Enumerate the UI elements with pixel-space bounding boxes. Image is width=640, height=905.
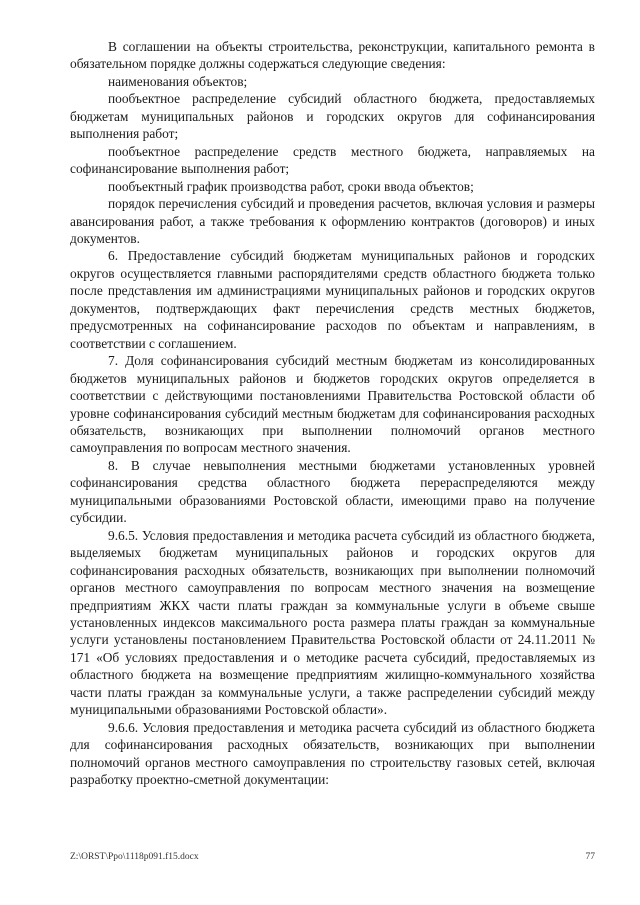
paragraph-section-9-6-5: 9.6.5. Условия предоставления и методика расчета субсидий из областного бюджета, выделяемых бюджетам муниципальных районов и городских округов для софинансирования расходных обязательств, возникающих при выполнении полномочий органов местного самоуправления по вопросам местного значения на возмещение предприятиям ЖКХ части платы граждан за коммунальные услуги в объеме свыше установленных индексов максимального роста размера платы граждан за коммунальные услуги установлены постановлением Правительства Ростовской области от 24.11.2011 № 171 «Об условиях предоставления и о методике расчета субсидий, предоставляемых из областного бюджета на возмещение предприятиям жилищно-коммунального хозяйства части платы граждан за коммунальные услуги, а также распределении субсидий между муниципальными образованиями Ростовской области».	[70, 527, 595, 718]
paragraph-item-8: 8. В случае невыполнения местными бюджетами установленных уровней софинансирования средства областного бюджета перераспределяются между муниципальными образованиями Ростовской области, имеющими право на получение субсидии.	[70, 457, 595, 526]
page-footer	[70, 852, 595, 862]
paragraph-transfer-procedure: порядок перечисления субсидий и проведения расчетов, включая условия и размеры авансирования работ, а также требования к оформлению контрактов (договоров) и иных документов.	[70, 196, 595, 246]
footer-file-path: Z:\ORST\Ppo\1118p091.f15.docx	[70, 852, 199, 862]
paragraph-section-9-6-6: 9.6.6. Условия предоставления и методика расчета субсидий из областного бюджета для софинансирования расходных обязательств, возникающих при выполнении полномочий органов местного самоуправления по строительству газовых сетей, включая разработку проектно-сметной документации:	[70, 719, 595, 788]
paragraph-work-schedule: пообъектный график производства работ, сроки ввода объектов;	[108, 178, 474, 194]
paragraph-item-6: 6. Предоставление субсидий бюджетам муниципальных районов и городских округов осуществляется главными распорядителями средств областного бюджета только после представления им администрациями муниципальных районов и городских округов документов, подтверждающих факт перечисления средств местных бюджетов, предусмотренных на софинансирование расходов по объектам и направлениям, в соответствии с соглашением.	[70, 248, 595, 351]
footer-page-number: 77	[585, 852, 595, 862]
document-page	[70, 38, 595, 788]
paragraph-regional-subsidy-distribution: пообъектное распределение субсидий областного бюджета, предоставляемых бюджетам муниципальных районов и городских округов для софинансирования выполнения работ;	[70, 91, 595, 142]
paragraph-item-7: 7. Доля софинансирования субсидий местным бюджетам из консолидированных бюджетов муниципальных районов и бюджетов городских округов определяется в соответствии с действующими постановлениями Правительства Ростовской области об уровне софинансирования субсидий местным бюджетам для софинансирования расходных обязательств, возникающих при выполнении полномочий органов местного самоуправления по вопросам местного значения.	[70, 353, 595, 456]
paragraph-local-budget-distribution: пообъектное распределение средств местного бюджета, направляемых на софинансирование выполнения работ;	[70, 143, 595, 177]
paragraph-agreement-intro: В соглашении на объекты строительства, реконструкции, капитального ремонта в обязательном порядке должны содержаться следующие сведения:	[70, 39, 595, 72]
paragraph-object-names: наименования объектов;	[108, 73, 248, 89]
